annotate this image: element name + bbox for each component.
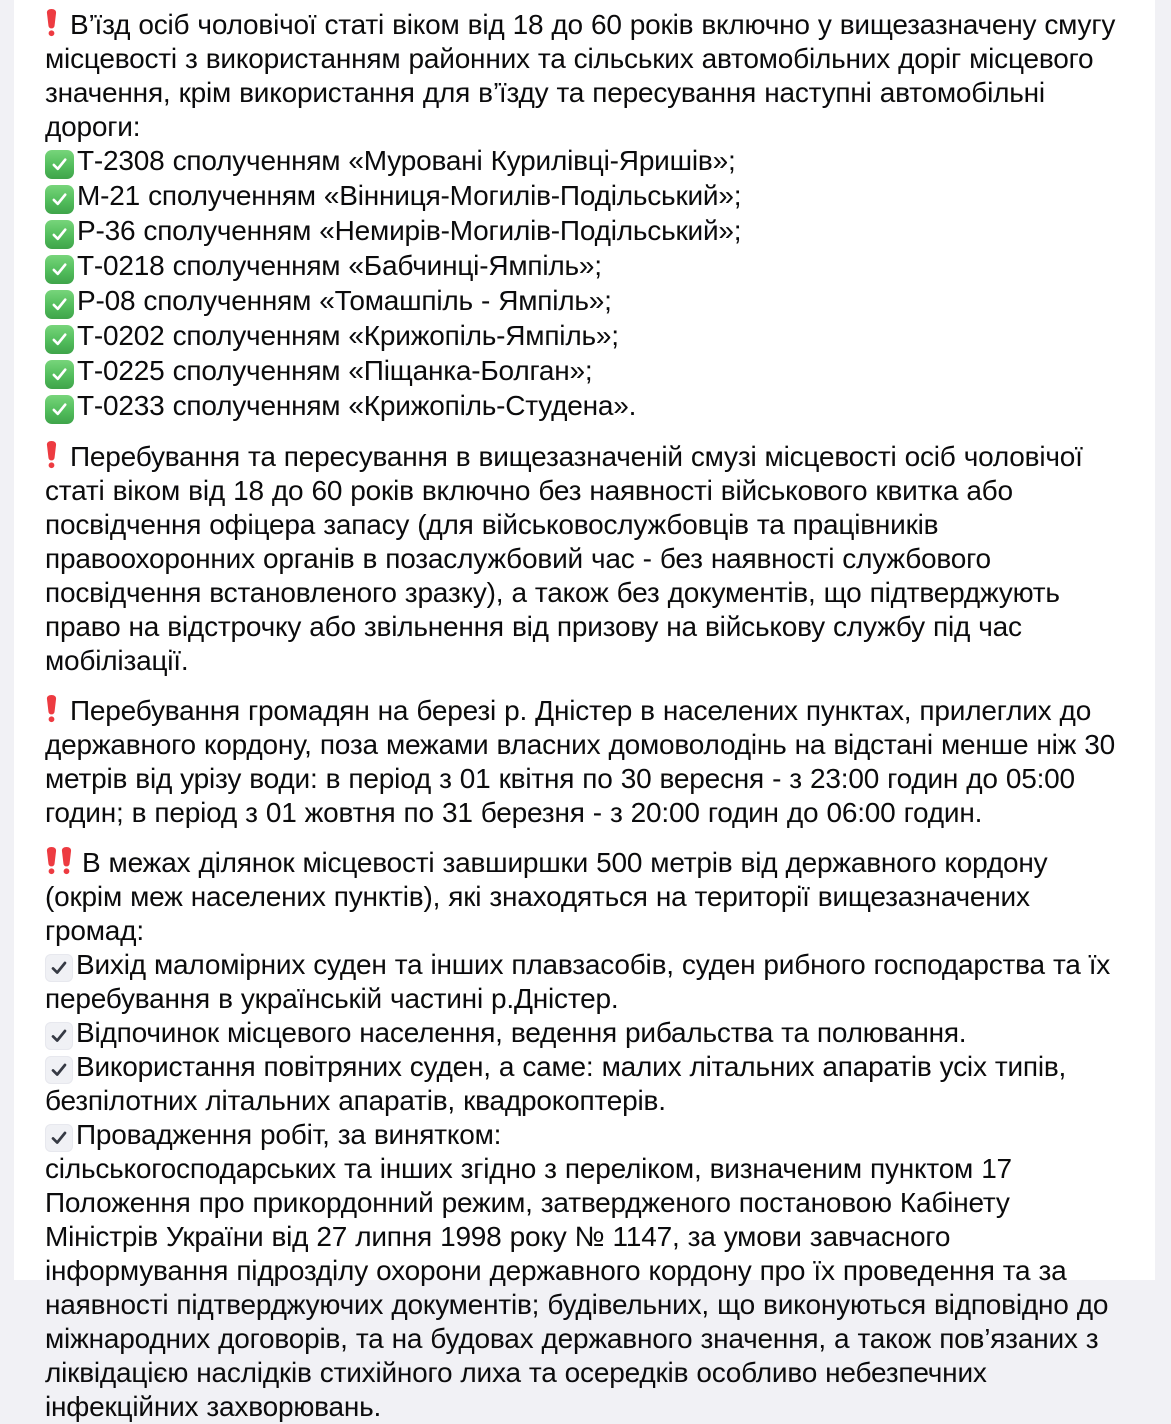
road-item-text: Р-36 сполученням «Немирів-Могилів-Подільський»; bbox=[77, 215, 742, 246]
dark-check-icon bbox=[45, 1022, 73, 1050]
green-check-icon bbox=[45, 150, 74, 179]
activity-item bbox=[45, 948, 1127, 1016]
border-zone-intro-text: В межах ділянок місцевості завширшки 500 метрів від державного кордону (окрім меж населених пунктів), які знаходяться на території вищезазначених громад: bbox=[45, 847, 1048, 946]
dark-check-icon bbox=[45, 1056, 73, 1084]
green-check-icon bbox=[45, 325, 74, 354]
road-item bbox=[45, 389, 1127, 424]
road-item bbox=[45, 354, 1127, 389]
road-item bbox=[45, 179, 1127, 214]
paragraph-border-zone-intro bbox=[45, 846, 1127, 948]
road-item bbox=[45, 214, 1127, 249]
road-item-text: Р-08 сполученням «Томашпіль - Ямпіль»; bbox=[77, 285, 612, 316]
activity-item bbox=[45, 1050, 1127, 1118]
works-exception-text: сільськогосподарських та інших згідно з переліком, визначеним пунктом 17 Положення про прикордонний режим, затвердженого постановою Кабінету Міністрів України від 27 липня 1998 року № 1147, за умови завчасного інформування підрозділу охорони державного кордону про їх проведення та за наявності підтверджуючих документів; будівельних, що виконуються відповідно до міжнародних договорів, та на будовах державного значення, а також пов’язаних з ліквідацією наслідків стихійного лиха та осередків особливо небезпечних інфекційних захворювань. bbox=[45, 1153, 1109, 1422]
paragraph-works-exception bbox=[45, 1152, 1127, 1424]
paragraph-entry-restriction bbox=[45, 8, 1127, 144]
green-check-icon bbox=[45, 395, 74, 424]
road-item bbox=[45, 284, 1127, 319]
activity-item bbox=[45, 1118, 1127, 1152]
green-check-icon bbox=[45, 360, 74, 389]
red-exclamation-icon bbox=[45, 8, 58, 37]
road-item-text: М-21 сполученням «Вінниця-Могилів-Подільський»; bbox=[77, 180, 742, 211]
road-item bbox=[45, 144, 1127, 179]
activity-item-text: Використання повітряних суден, а саме: малих літальних апаратів усіх типів, безпілотних літальних апаратів, квадрокоптерів. bbox=[45, 1051, 1067, 1116]
road-item-text: Т-0225 сполученням «Піщанка-Болган»; bbox=[77, 355, 593, 386]
road-item-text: Т-0233 сполученням «Крижопіль-Студена». bbox=[77, 390, 637, 421]
green-check-icon bbox=[45, 255, 74, 284]
activity-item-text: Провадження робіт, за винятком: bbox=[76, 1119, 502, 1150]
stay-restriction-text: Перебування та пересування в вищезазначеній смузі місцевості осіб чоловічої статі віком від 18 до 60 років включно без наявності військового квитка або посвідчення офіцера запасу (для військовослужбовців та працівників правоохоронних органів в позаслужбовий час - без наявності службового посвідчення встановленого зразку), а також без документів, що підтверджують право на відстрочку або звільнення від призову на військову службу під час мобілізації. bbox=[45, 441, 1083, 676]
green-check-icon bbox=[45, 185, 74, 214]
double-red-exclamation-icon bbox=[45, 846, 73, 875]
allowed-roads-list bbox=[45, 144, 1127, 424]
dark-check-icon bbox=[45, 954, 73, 982]
red-exclamation-icon bbox=[45, 694, 58, 723]
activity-item-text: Вихід маломірних суден та інших плавзасобів, суден рибного господарства та їх перебування в українській частині р.Дністер. bbox=[45, 949, 1111, 1014]
activity-item-text: Відпочинок місцевого населення, ведення рибальства та полювання. bbox=[76, 1017, 967, 1048]
green-check-icon bbox=[45, 220, 74, 249]
entry-restriction-text: В’їзд осіб чоловічої статі віком від 18 до 60 років включно у вищезазначену смугу місцевості з використанням районних та сільських автомобільних доріг місцевого значення, крім використання для в’їзду та пересування наступні автомобільні дороги: bbox=[45, 9, 1116, 142]
activity-item bbox=[45, 1016, 1127, 1050]
restricted-activities-list bbox=[45, 948, 1127, 1152]
green-check-icon bbox=[45, 290, 74, 319]
dark-check-icon bbox=[45, 1124, 73, 1152]
riverbank-restriction-text: Перебування громадян на березі р. Дністер в населених пунктах, прилеглих до державного кордону, поза межами власних домоволодінь на відстані менше ніж 30 метрів від урізу води: в період з 01 квітня по 30 вересня - з 23:00 годин до 05:00 годин; в період з 01 жовтня по 31 березня - з 20:00 годин до 06:00 годин. bbox=[45, 695, 1116, 828]
paragraph-stay-restriction bbox=[45, 440, 1127, 678]
road-item bbox=[45, 249, 1127, 284]
red-exclamation-icon bbox=[45, 440, 58, 469]
road-item bbox=[45, 319, 1127, 354]
road-item-text: Т-0218 сполученням «Бабчинці-Ямпіль»; bbox=[77, 250, 602, 281]
post-content-panel bbox=[14, 0, 1155, 1422]
road-item-text: Т-2308 сполученням «Муровані Курилівці-Яришів»; bbox=[77, 145, 736, 176]
road-item-text: Т-0202 сполученням «Крижопіль-Ямпіль»; bbox=[77, 320, 619, 351]
paragraph-riverbank-restriction bbox=[45, 694, 1127, 830]
